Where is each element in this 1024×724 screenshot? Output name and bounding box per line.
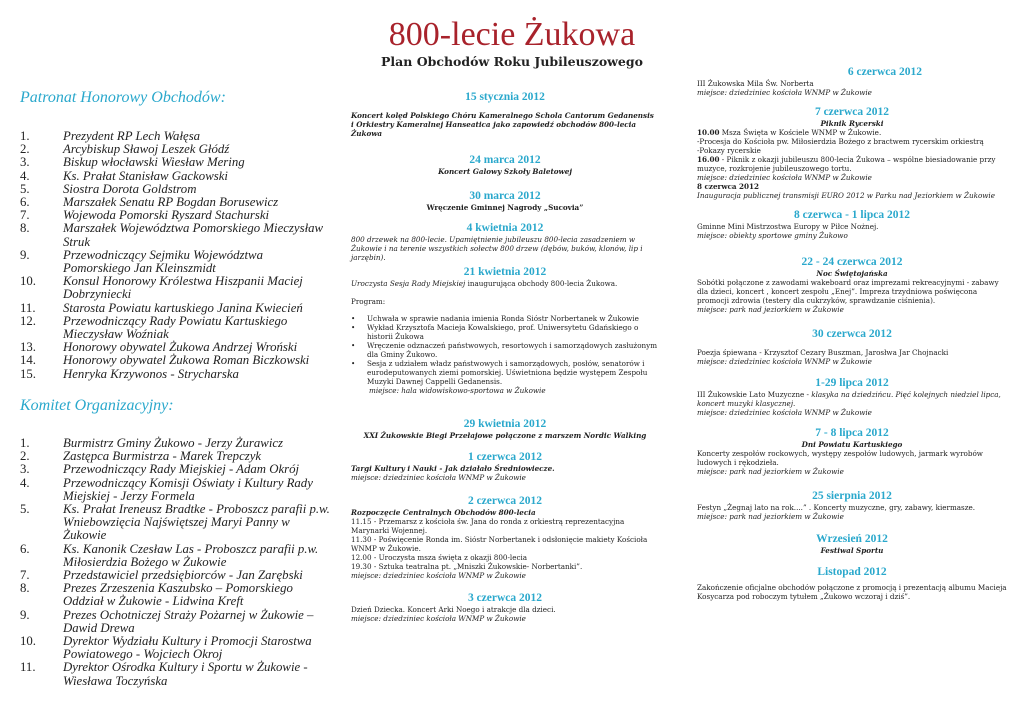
list-item — [20, 463, 330, 476]
event-desc: Poezja śpiewana - Krzysztof Cezary Buszman, Jarosłwa Jar Chojnacki — [697, 348, 949, 357]
list-item-number: 11. — [20, 660, 36, 675]
event-place: miejsce: obiekty sportowe gminy Żukowo — [697, 231, 848, 240]
event-desc-italic: klasyka na dziedzińcu. Pięć kolejnych niedziel lipca, koncert muzyki klasycznej. — [697, 390, 1001, 408]
list-item — [20, 315, 330, 341]
event-date: 2 czerwca 2012 — [467, 495, 543, 507]
list-item-text: Siostra Dorota Goldstrom — [63, 181, 197, 196]
list-item-number: 9. — [20, 607, 30, 622]
list-item — [20, 635, 330, 661]
event-line: -Pokazy rycerskie — [697, 146, 761, 155]
event-desc: Gminne Mini Mistrzostwa Europy w Piłce Nożnej. — [697, 222, 879, 231]
event-place: miejsce: dziedziniec kościoła WNMP w Żukowie — [351, 614, 526, 623]
event-place: miejsce: dziedziniec kościoła WNMP w Żukowie — [697, 88, 872, 97]
event-24-marca — [351, 154, 659, 176]
event-1-29-lipca — [697, 377, 1007, 417]
event-6-czerwca — [697, 66, 1007, 97]
event-25-sierpnia — [697, 490, 1007, 521]
list-item — [20, 170, 330, 183]
event-date: 6 czerwca 2012 — [847, 66, 922, 78]
event-date: 15 stycznia 2012 — [465, 91, 545, 103]
event-desc: 800 drzewek na 800-lecie. Upamiętnienie jubileuszu 800-lecia zasadzeniem w Żukowie i na terenie wszystkich sołectw 800 drzew (dębów, buków, klonów, lip i jarzębin). — [351, 235, 643, 262]
program-item: • Sesja z udziałem władz państwowych i samorządowych, posłów, senatorów i eurodeputowanych ziemi pomorskiej. Uświetniona będzie występem Zespołu Muzyki Dawnej Cappelli Gedanensis. — [351, 359, 648, 386]
event-15-stycznia — [351, 91, 659, 138]
patronat-heading: Patronat Honorowy Obchodów: — [20, 89, 226, 106]
event-date: 30 marca 2012 — [469, 190, 541, 202]
list-item — [20, 354, 330, 367]
event-desc: III Żukowskie Lato Muzyczne - — [697, 390, 812, 399]
event-date: 7 czerwca 2012 — [814, 106, 890, 118]
event-desc: XXI Żukowskie Biegi Przełajowe połączone z marszem Nordic Walking — [363, 431, 647, 440]
event-date: 30 czerwca 2012 — [812, 328, 892, 340]
event-subdate: 8 czerwca 2012 — [697, 182, 760, 191]
list-item — [20, 302, 330, 315]
event-22-24-czerwca — [697, 256, 1007, 314]
event-7-8-lipca — [697, 427, 1007, 476]
list-item — [20, 222, 330, 248]
event-desc: III Żukowska Mila Św. Norberta — [697, 79, 814, 88]
event-desc: Koncert kolęd Polskiego Chóru Kameralnego Schola Cantorum Gedanensis i Orkiestry Kameralnej Hanseatica jako zapowiedź obchodów 800-lecia Żukowa — [351, 111, 654, 138]
list-item-number: 5. — [20, 181, 30, 196]
event-date: 25 sierpnia 2012 — [812, 490, 892, 502]
list-item-number: 2. — [20, 449, 30, 464]
list-item-number: 4. — [20, 475, 30, 490]
list-item-number: 7. — [20, 208, 30, 223]
list-item-text: Prezes Ochotniczej Straży Pożarnej w Żukowie – Dawid Drewa — [63, 607, 314, 635]
list-item-number: 7. — [20, 568, 30, 583]
list-item-text: Arcybiskup Sławoj Leszek Głódź — [63, 142, 230, 157]
event-title: Dni Powiatu Kartuskiego — [801, 440, 903, 449]
list-item-number: 3. — [20, 462, 30, 477]
event-date: 1-29 lipca 2012 — [815, 377, 889, 389]
list-item-text: Przewodniczący Rady Powiatu Kartuskiego Mieczysław Woźniak — [63, 313, 288, 342]
event-place: miejsce: hala widowiskowo-sportowa w Żukowie — [369, 386, 546, 395]
event-line: Inauguracja publicznej transmisji EURO 2012 w Parku nad Jeziorkiem w Żukowie — [697, 191, 995, 200]
event-30-czerwca — [697, 328, 1007, 366]
list-item — [20, 368, 330, 381]
event-21-kwietnia — [351, 266, 659, 395]
middle-column — [351, 91, 659, 623]
list-item-number: 6. — [20, 541, 30, 556]
list-item-text: Dyrektor Ośrodka Kultury i Sportu w Żukowie - Wiesława Toczyńska — [63, 660, 308, 688]
event-desc: inaugurująca obchody 800-lecia Żukowa. — [465, 279, 618, 288]
list-item-number: 8. — [20, 221, 30, 236]
event-line: - Piknik z okazji jubileuszu 800-lecia Żukowa – wspólne biesiadowanie przy muzyce, rozkrojenie jubileuszowego tortu. — [697, 155, 996, 173]
event-date: 7 - 8 lipca 2012 — [815, 427, 889, 439]
list-item — [20, 543, 330, 569]
list-item-text: Przewodniczący Sejmiku Województwa Pomorskiego Jan Kleinszmidt — [63, 247, 263, 276]
event-date: 24 marca 2012 — [469, 154, 541, 166]
list-item-text: Honorowy obywatel Żukowa Roman Biczkowski — [63, 353, 310, 368]
event-desc: Koncerty zespołów rockowych, występy zespołów ludowych, jarmark wyrobów ludowych i rękodzieła. — [697, 449, 983, 467]
event-place: miejsce: dziedziniec kościoła WNMP w Żukowie — [351, 473, 526, 482]
event-desc: Zakończenie oficjalne obchodów połączone z promocją i prezentacją albumu Macieja Kosycarza pod roboczym tytułem „Żukowo wczoraj i dziś”. — [697, 583, 1007, 601]
event-title: Piknik Rycerski — [820, 119, 884, 128]
event-desc-italic: Uroczysta Sesja Rady Miejskiej — [351, 279, 466, 288]
event-date: Listopad 2012 — [817, 566, 887, 578]
list-item — [20, 477, 330, 503]
list-item-number: 15. — [20, 366, 36, 381]
list-item — [20, 503, 330, 543]
event-date: Wrzesień 2012 — [816, 533, 888, 545]
program-label: Program: — [351, 297, 386, 306]
event-place: miejsce: dziedziniec kościoła WNMP w Żukowie — [697, 408, 872, 417]
list-item-text: Wojewoda Pomorski Ryszard Stachurski — [63, 208, 270, 223]
event-2-czerwca — [351, 495, 659, 580]
event-title: Noc Świętojańska — [816, 269, 888, 278]
list-item — [20, 661, 330, 687]
list-item — [20, 275, 330, 301]
list-item-text: Dyrektor Wydziału Kultury i Promocji Starostwa Powiatowego - Wojciech Okroj — [63, 634, 312, 662]
list-item-text: Henryka Krzywonos - Strycharska — [63, 366, 239, 381]
event-desc: Sobótki połączone z zawodami wakeboard oraz imprezami rekreacyjnymi - zabawy dla dzieci, koncert , koncert zespołu „Enej”. Impreza trzydniowa poświęcona promocji zdrowia (testery dla cukrzyków, sprawdzanie ciśnienia). — [697, 278, 999, 305]
list-item-number: 6. — [20, 195, 30, 210]
list-item-text: Przewodniczący Komisji Oświaty i Kultury Rady Miejskiej - Jerzy Formela — [63, 475, 313, 503]
event-date: 29 kwietnia 2012 — [463, 418, 547, 430]
list-item — [20, 609, 330, 635]
list-item-text: Marszałek Województwa Pomorskiego Mieczysław Struk — [63, 221, 324, 249]
event-title: Rozpoczęcie Centralnych Obchodów 800-lecia — [351, 508, 536, 517]
list-item-text: Burmistrz Gminy Żukowo - Jerzy Żurawicz — [63, 436, 284, 450]
list-item — [20, 582, 330, 608]
event-place: miejsce: park nad jeziorkiem w Żukowie — [697, 305, 844, 314]
event-place: miejsce: park nad jeziorkiem w Żukowie — [697, 467, 844, 476]
page-subtitle: Plan Obchodów Roku Jubileuszowego — [381, 54, 643, 69]
komitet-list — [20, 437, 330, 688]
list-item-number: 13. — [20, 340, 36, 355]
event-desc: Festyn „Żegnaj lato na rok....” . Koncerty muzyczne, gry, zabawy, kiermasze. — [697, 503, 976, 512]
event-8-czerwca-1-lipca — [697, 209, 1007, 240]
event-line: Msza Święta w Kościele WNMP w Żukowie. — [719, 128, 882, 137]
event-wrzesien — [697, 533, 1007, 555]
event-place: miejsce: dziedziniec kościoła WNMP w Żukowie — [351, 571, 526, 580]
list-item-number: 9. — [20, 247, 30, 262]
komitet-heading: Komitet Organizacyjny: — [20, 397, 174, 414]
list-item-number: 11. — [20, 300, 36, 315]
list-item-text: Przewodniczący Rady Miejskiej - Adam Okrój — [63, 462, 300, 477]
list-item-number: 1. — [20, 129, 30, 143]
time-label: 10.00 — [697, 128, 720, 137]
list-item-text: Honorowy obywatel Żukowa Andrzej Wroński — [63, 340, 298, 355]
event-date: 4 kwietnia 2012 — [466, 222, 544, 234]
program-list — [351, 314, 659, 386]
list-item — [20, 249, 330, 275]
list-item-number: 4. — [20, 168, 30, 183]
list-item-text: Przedstawiciel przedsiębiorców - Jan Zarębski — [63, 568, 303, 583]
list-item-text: Konsul Honorowy Królestwa Hiszpanii Maciej Dobrzyniecki — [63, 274, 303, 302]
list-item-text: Prezes Zrzeszenia Kaszubsko – Pomorskiego Oddział w Żukowie - Lidwina Kreft — [63, 581, 293, 609]
program-item: • Wykład Krzysztofa Macieja Kowalskiego, prof. Uniwersytetu Gdańskiego o historii Żukowa — [351, 323, 639, 341]
event-4-kwietnia — [351, 222, 659, 262]
program-item: • Uchwała w sprawie nadania imienia Ronda Sióstr Norbertanek w Żukowie — [351, 314, 639, 323]
event-desc: Wręczenie Gminnej Nagrody „Sucovia” — [426, 203, 584, 212]
event-line: 11.30 - Poświęcenie Ronda im. Sióstr Norbertanek i odsłonięcie makiety Kościoła WNMP w Żukowie. — [351, 535, 648, 553]
event-30-marca — [351, 190, 659, 212]
event-line: 19.30 - Sztuka teatralna pt. „Mniszki Żukowskie- Norbertanki”. — [351, 562, 583, 571]
event-7-czerwca — [697, 106, 1007, 200]
event-1-czerwca — [351, 451, 659, 482]
list-item-text: Ks. Kanonik Czesław Las - Proboszcz parafii p.w. Miłosierdzia Bożego w Żukowie — [63, 541, 319, 569]
event-place: miejsce: park nad jeziorkiem w Żukowie — [697, 512, 844, 521]
list-item-number: 8. — [20, 581, 30, 596]
list-item-number: 14. — [20, 353, 36, 368]
event-place: miejsce: dziedziniec kościoła WNMP w Żukowie — [697, 173, 872, 182]
right-column — [697, 66, 1007, 601]
list-item-number: 10. — [20, 274, 36, 289]
event-date: 22 - 24 czerwca 2012 — [801, 256, 903, 268]
event-date: 21 kwietnia 2012 — [463, 266, 547, 278]
event-3-czerwca — [351, 592, 659, 623]
list-item-number: 12. — [20, 313, 36, 328]
event-29-kwietnia — [351, 418, 659, 440]
list-item-number: 3. — [20, 155, 30, 170]
list-item-text: Marszałek Senatu RP Bogdan Borusewicz — [63, 195, 279, 210]
list-item-number: 10. — [20, 634, 36, 649]
event-date: 8 czerwca - 1 lipca 2012 — [794, 209, 910, 221]
page-title: 800-lecie Żukowa — [388, 16, 636, 53]
event-date: 3 czerwca 2012 — [467, 592, 543, 604]
list-item-text: Prezydent RP Lech Wałęsa — [63, 129, 201, 143]
program-item: • Wręczenie odznaczeń państwowych, resortowych i samorządowych zasłużonym dla Gminy Żukowo. — [351, 341, 658, 359]
list-item-number: 2. — [20, 142, 30, 157]
patronat-list — [20, 130, 330, 381]
list-item-number: 1. — [20, 436, 30, 450]
list-item-text: Ks. Prałat Ireneusz Bradtke - Proboszcz parafii p.w. Wniebowzięcia Najświętszej Maryi Panny w Żukowie — [63, 502, 330, 543]
event-desc: Dzień Dziecka. Koncert Arki Noego i atrakcje dla dzieci. — [351, 605, 556, 614]
event-line: 12.00 - Uroczysta msza święta z okazji 800-lecia — [351, 553, 528, 562]
list-item-number: 5. — [20, 502, 30, 517]
event-listopad — [697, 566, 1007, 601]
event-date: 1 czerwca 2012 — [467, 451, 543, 463]
event-desc: Targi Kultury i Nauki - Jak działało Średniowiecze. — [351, 464, 555, 473]
list-item-text: Zastępca Burmistrza - Marek Trepczyk — [63, 449, 262, 464]
event-title: Festiwal Sportu — [820, 546, 884, 555]
event-desc: Koncert Galowy Szkoły Baletowej — [438, 167, 572, 176]
list-item-text: Starosta Powiatu kartuskiego Janina Kwiecień — [63, 300, 303, 315]
event-place: miejsce: dziedziniec kościoła WNMP w Żukowie — [697, 357, 872, 366]
list-item — [20, 156, 330, 169]
list-item-text: Ks. Prałat Stanisław Gackowski — [63, 168, 228, 183]
time-label: 16.00 — [697, 155, 720, 164]
event-line: -Procesja do Kościoła pw. Miłosierdzia Bożego z bractwem rycerskim orkiestrą — [697, 137, 984, 146]
event-line: 11.15 - Przemarsz z kościoła św. Jana do ronda z orkiestrą reprezentacyjna Marynarki Wojennej. — [351, 517, 625, 535]
list-item-text: Biskup włocławski Wiesław Mering — [63, 155, 245, 170]
